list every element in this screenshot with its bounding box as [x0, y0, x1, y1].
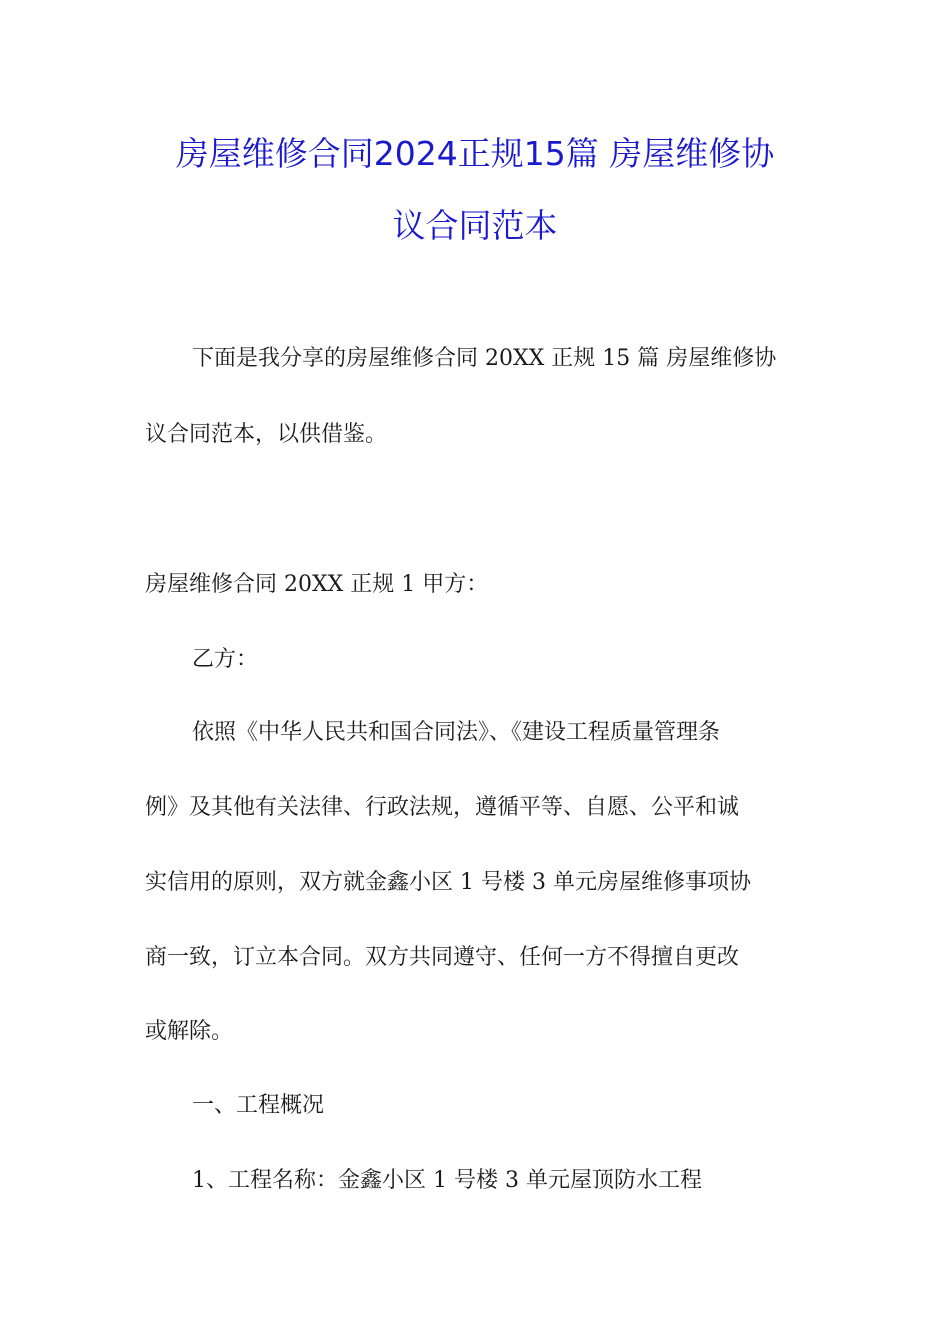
- contract-heading: 房屋维修合同 20XX 正规 1 甲方：: [145, 572, 489, 597]
- intro-line1: 下面是我分享的房屋维修合同 20XX 正规 15 篇 房屋维修协: [192, 346, 777, 371]
- paragraph-line1: 依照《中华人民共和国合同法》、《建设工程质量管理条: [192, 720, 721, 745]
- paragraph-line4: 商一致，订立本合同。双方共同遵守、任何一方不得擅自更改: [145, 945, 740, 970]
- document-title-line2: 议合同范本: [392, 206, 558, 245]
- paragraph-line5: 或解除。: [145, 1019, 234, 1044]
- section-heading: 一、工程概况: [192, 1093, 325, 1118]
- paragraph-line3: 实信用的原则，双方就金鑫小区 1 号楼 3 单元房屋维修事项协: [145, 870, 751, 895]
- paragraph-line2: 例》及其他有关法律、行政法规，遵循平等、自愿、公平和诚: [145, 795, 740, 820]
- intro-line2: 议合同范本，以供借鉴。: [145, 422, 388, 447]
- party-b-label: 乙方：: [192, 647, 259, 672]
- list-item: 1、工程名称：金鑫小区 1 号楼 3 单元屋顶防水工程: [192, 1168, 702, 1193]
- document-title-line1: 房屋维修合同2024正规15篇 房屋维修协: [175, 134, 775, 173]
